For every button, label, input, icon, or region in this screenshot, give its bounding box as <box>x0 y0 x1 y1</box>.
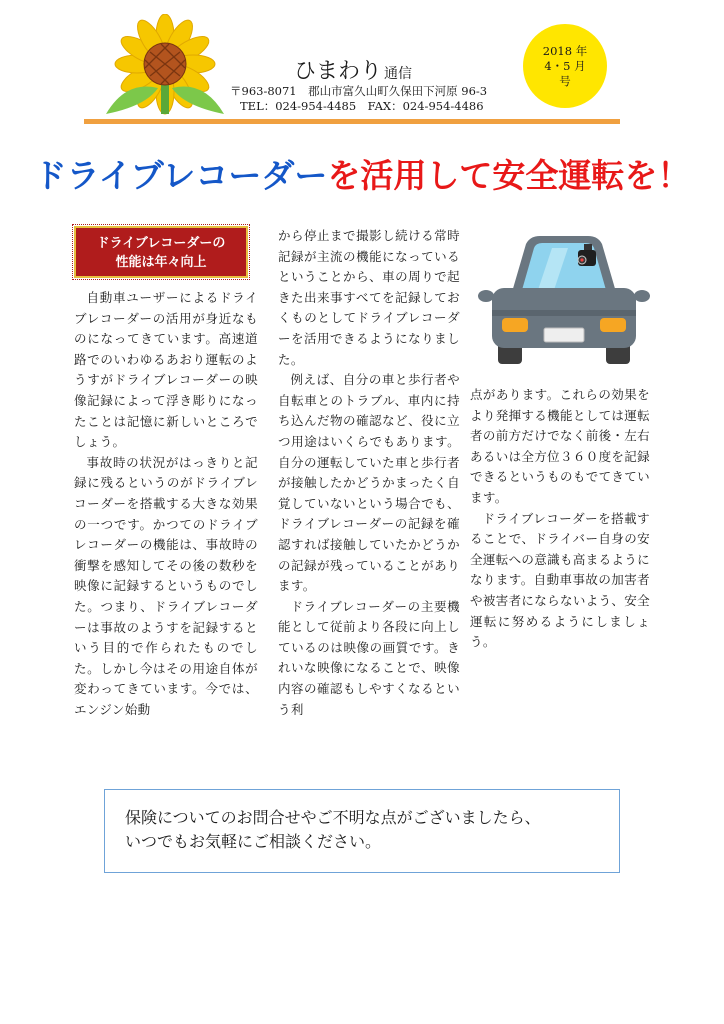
article-column-1 <box>74 288 258 728</box>
paragraph: ドライブレコーダーを搭載することで、ドライバー自身の安全運転への意識も高まるようになります。自動車事故の加害者や被害者にならないよう、安全運転に努めるようにしましょう。 <box>470 510 650 650</box>
paragraph: 例えば、自分の車と歩行者や自転車とのトラブル、車内に持ち込んだ物の確認など、役に立つ用途はいくらでもあります。自分の運転していた車と歩行者が接触したかどうかまったく自覚していないという場合でも、ドライブレコーダーの記録を確認すれば接触していたかどうかの記録が残っていることがあります。 <box>278 372 460 594</box>
paragraph: 事故時の状況がはっきりと記録に残るというのがドライブレコーダーを搭載する大きな効果の一つです。かつてのドライブレコーダーの機能は、事故時の衝撃を感知してその後の数秒を映像に記録するというものでした。つまり、ドライブレコーダーは事故のようすを記録するという目的で作られたものでした。しかし今はその用途自体が変わってきています。今では、エンジン始動 <box>74 454 258 717</box>
paragraph: 自動車ユーザーによるドライブレコーダーの活用が身近なものになってきています。高速道路でのいわゆるあおり運転のようすがドライブレコーダーの映像記録によって浮き彫りになったことは記憶に新しいところでしょう。 <box>74 290 258 450</box>
paragraph-continued: 点があります。これらの効果をより発揮する機能としては運転者の前方だけでなく前後・左右あるいは全方位３６０度を記録できるというものもでてきています。 <box>470 387 650 505</box>
contact-line: TEL：024-954-4485 FAX：024-954-4486 <box>240 99 484 113</box>
car-with-dashcam-icon <box>478 228 650 368</box>
masthead-title <box>294 54 412 85</box>
page-headline <box>0 150 724 197</box>
article-column-3 <box>470 385 650 685</box>
issue-month: 4・5 月 <box>544 59 586 73</box>
inquiry-notice-box <box>104 789 620 873</box>
article-column-2 <box>278 226 460 728</box>
headline-part-1: ドライブレコーダー <box>33 156 328 195</box>
title-main: ひまわり <box>294 59 383 84</box>
issue-year: 2018 年 <box>542 44 588 58</box>
notice-line-2: いつでもお気軽にご相談ください。 <box>125 832 382 851</box>
header-divider <box>84 119 620 124</box>
section-label-line-1: ドライブレコーダーの <box>96 236 226 251</box>
paragraph: ドライブレコーダーの主要機能として従前より各段に向上しているのは映像の画質です。きれいな映像になることで、映像内容の確認もしやすくなるという利 <box>278 598 460 717</box>
sunflower-icon <box>106 14 224 118</box>
title-suffix: 通信 <box>384 66 413 82</box>
issue-badge <box>523 24 607 108</box>
address-line: 〒963-8071 郡山市富久山町久保田下河原 96-3 <box>230 84 488 98</box>
notice-line-1: 保険についてのお問合せやご不明な点がございましたら、 <box>125 808 541 827</box>
headline-part-2: を活用して安全運転を！ <box>327 156 691 195</box>
issue-suffix: 号 <box>559 74 571 88</box>
section-label <box>74 226 248 278</box>
paragraph-continued: から停止まで撮影し続ける常時記録が主流の機能になっているということから、車の周りで起きた出来事すべてを記録しておくものとしてドライブレコーダーを活用できるようになりました。 <box>278 228 460 367</box>
section-label-line-2: 性能は年々向上 <box>115 255 207 270</box>
